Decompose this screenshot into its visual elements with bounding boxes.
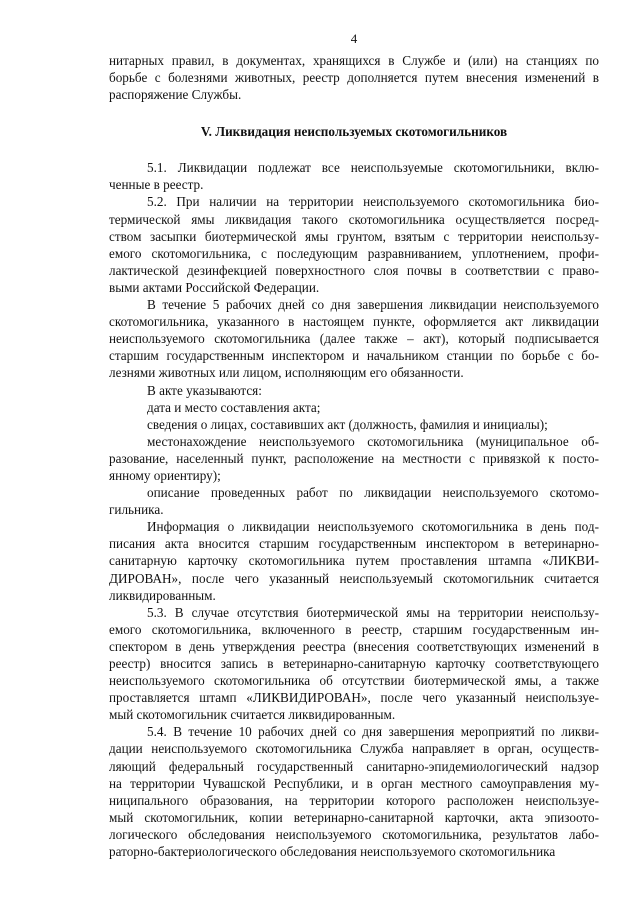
- text-line: логического обследования неиспользуемого скотомогильника, результатов лабо-: [109, 826, 599, 842]
- text-line: мый скотомогильник, копии ветеринарно-санитарной карточки, акта эпизоото-: [109, 809, 599, 825]
- text-line: ниципального образования, на территории которого расположен неиспользуе-: [109, 792, 599, 808]
- text-line: ченные в реестр.: [109, 177, 204, 193]
- text-line: гильника.: [109, 502, 164, 518]
- text-line: мый скотомогильник считается ликвидированным.: [109, 707, 396, 723]
- paragraph: [109, 484, 599, 518]
- text-line: 5.1. Ликвидации подлежат все неиспользуемые скотомогильники, вклю-: [147, 160, 599, 176]
- text-line: янному ориентиру);: [109, 467, 221, 483]
- text-line: спектором в день утверждения реестра (внесения соответствующих изменений в: [109, 638, 599, 654]
- text-line: проставляется штамп «ЛИКВИДИРОВАН», после чего указанный неиспользуе-: [109, 690, 599, 706]
- text-line: на территории Чувашской Республики, и в орган местного самоуправления му-: [109, 775, 599, 791]
- section-heading: V. Ликвидация неиспользуемых скотомогильников: [200, 124, 508, 140]
- text-line: В акте указываются:: [147, 382, 262, 398]
- text-line: распоряжение Службы.: [109, 87, 242, 103]
- text-line: нитарных правил, в документах, хранящихся в Службе и (или) на станциях по: [109, 53, 599, 68]
- text-line: скотомогильника, указанного в настоящем пункте, оформляется акт ликвидации: [109, 314, 599, 330]
- text-line: В течение 5 рабочих дней со дня завершения ликвидации неиспользуемого: [147, 297, 599, 313]
- text-line: лактической дезинфекцией поверхностного слоя почвы в соответствии с право-: [109, 262, 599, 278]
- text-line: ликвидированным.: [109, 587, 216, 603]
- text-line: емого скотомогильника, с последующим разравниванием, уплотнением, профи-: [109, 245, 599, 261]
- text-line: 5.3. В случае отсутствия биотермической ямы на территории неиспользу-: [147, 604, 599, 620]
- text-line: термической ямы ликвидация такого скотомогильника осуществляется посред-: [109, 211, 599, 227]
- text-line: емого скотомогильника, включенного в реестр, старшим государственным ин-: [109, 621, 599, 637]
- text-line: ством засыпки биотермической ямы грунтом, взятым с территории неиспользу-: [109, 228, 599, 244]
- text-line: разование, населенный пункт, расположение на местности с привязкой к посто-: [109, 450, 599, 466]
- paragraph: [109, 193, 599, 296]
- text-line: старшим государственным инспектором и начальником станции по борьбе с бо-: [109, 348, 599, 364]
- text-line: дации неиспользуемого скотомогильника Служба направляет в орган, осуществ-: [109, 741, 599, 757]
- text-line: местонахождение неиспользуемого скотомогильника (муниципальное об-: [147, 433, 599, 449]
- text-line: санитарную карточку скотомогильника путем проставления штампа «ЛИКВИ-: [109, 553, 599, 569]
- text-line: описание проведенных работ по ликвидации неиспользуемого скотомо-: [147, 485, 599, 501]
- text-line: неиспользуемого скотомогильника об отсутствии биотермической ямы, а также: [109, 673, 599, 689]
- paragraph: [109, 296, 599, 381]
- text-line: выми актами Российской Федерации.: [109, 279, 320, 295]
- text-line: 5.4. В течение 10 рабочих дней со дня завершения мероприятий по ликви-: [147, 724, 599, 740]
- text-line: неиспользуемого скотомогильника (далее также – акт), который подписывается: [109, 331, 599, 347]
- text-line: ляющий федеральный государственный санитарно-эпидемиологический надзор: [109, 758, 599, 774]
- text-line: борьбе с болезнями животных, реестр дополняется путем внесения изменений в: [109, 70, 599, 86]
- intro-paragraph: [109, 52, 599, 103]
- text-line: сведения о лицах, составивших акт (должность, фамилия и инициалы);: [147, 416, 548, 432]
- paragraph: [109, 416, 599, 433]
- text-line: реестр) вносится запись в ветеринарно-санитарную карточку соответствующего: [109, 656, 599, 671]
- text-line: лезнями животных или лицом, исполняющим его обязанности.: [109, 365, 464, 381]
- paragraph: [109, 604, 599, 724]
- text-line: писания акта вносится старшим государственным инспектором в ветеринарно-: [109, 536, 599, 552]
- paragraph: [109, 518, 599, 603]
- section-body: [109, 159, 599, 860]
- paragraph: [109, 382, 599, 399]
- page-number: 4: [350, 31, 358, 46]
- text-line: дата и место составления акта;: [147, 399, 321, 415]
- paragraph: [109, 159, 599, 193]
- text-line: 5.2. При наличии на территории неиспользуемого скотомогильника био-: [147, 194, 599, 210]
- paragraph: [109, 433, 599, 484]
- text-line: раторно-бактериологического обследования неиспользуемого скотомогильника: [109, 844, 556, 860]
- paragraph: [109, 723, 599, 860]
- text-line: ДИРОВАН», после чего указанный неиспользуемый скотомогильник считается: [109, 570, 599, 586]
- document-page: [109, 30, 599, 860]
- paragraph: [109, 399, 599, 416]
- text-line: Информация о ликвидации неиспользуемого скотомогильника в день под-: [147, 519, 599, 535]
